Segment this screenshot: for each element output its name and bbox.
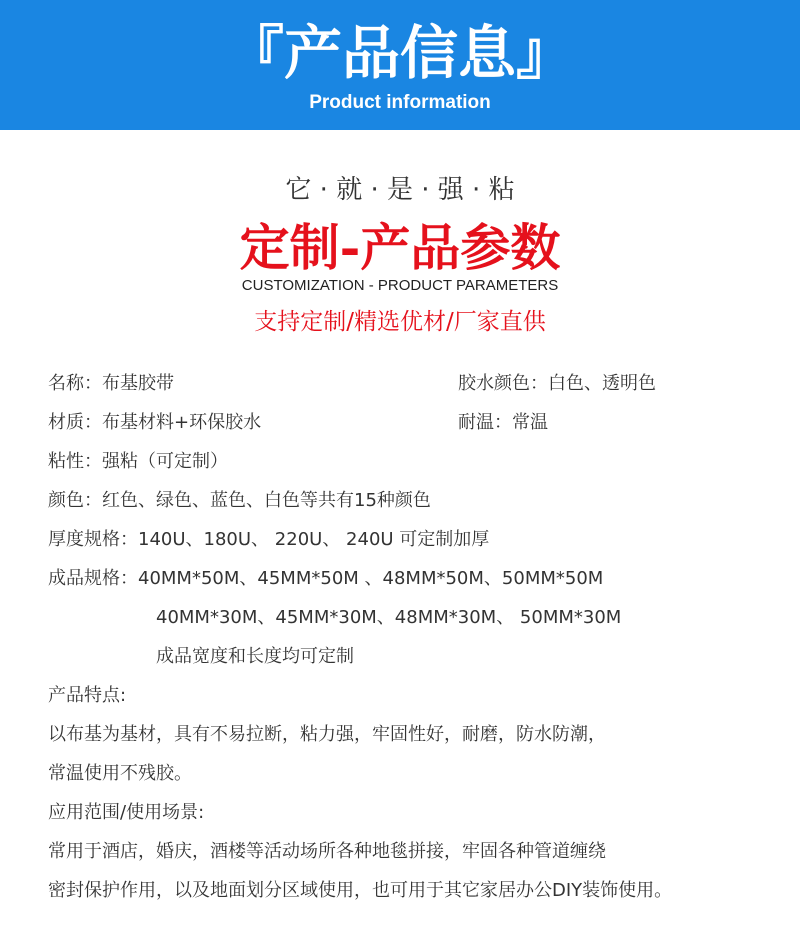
header-banner	[0, 0, 800, 130]
tagline: 支持定制/精选优材/厂家直供	[254, 309, 546, 335]
banner-subtitle: Product information	[309, 92, 491, 113]
param-thickness: 厚度规格：140U、180U、 220U、 240U 可定制加厚	[48, 529, 490, 550]
param-size-line-2: 40MM*30M、45MM*30M、48MM*30M、 50MM*30M	[156, 607, 622, 628]
section-title: 定制-产品参数	[239, 218, 561, 277]
features-line-2: 常温使用不残胶。	[48, 763, 192, 784]
param-name: 名称：布基胶带	[48, 373, 174, 394]
slogan: 它 · 就 · 是 · 强 · 粘	[285, 175, 515, 205]
param-temperature: 耐温：常温	[458, 412, 548, 433]
param-stickiness: 粘性：强粘（可定制）	[48, 451, 228, 472]
param-color: 颜色：红色、绿色、蓝色、白色等共有15种颜色	[48, 490, 431, 511]
section-subtitle: CUSTOMIZATION - PRODUCT PARAMETERS	[241, 277, 559, 294]
banner-title: 『产品信息』	[225, 19, 574, 87]
features-line-1: 以布基为基材，具有不易拉断，粘力强，牢固性好，耐磨，防水防潮，	[48, 724, 606, 745]
param-material: 材质：布基材料+环保胶水	[48, 412, 262, 433]
param-size-line-1: 成品规格：40MM*50M、45MM*50M 、48MM*50M、50MM*50M	[48, 568, 604, 589]
param-size-line-3: 成品宽度和长度均可定制	[156, 646, 354, 667]
usage-line-1: 常用于酒店，婚庆，酒楼等活动场所各种地毯拼接，牢固各种管道缠绕	[48, 841, 606, 862]
usage-heading: 应用范围/使用场景:	[48, 802, 205, 823]
param-glue-color: 胶水颜色：白色、透明色	[458, 373, 656, 394]
usage-line-2: 密封保护作用，以及地面划分区域使用，也可用于其它家居办公DIY装饰使用。	[48, 880, 673, 901]
features-heading: 产品特点:	[48, 685, 127, 706]
